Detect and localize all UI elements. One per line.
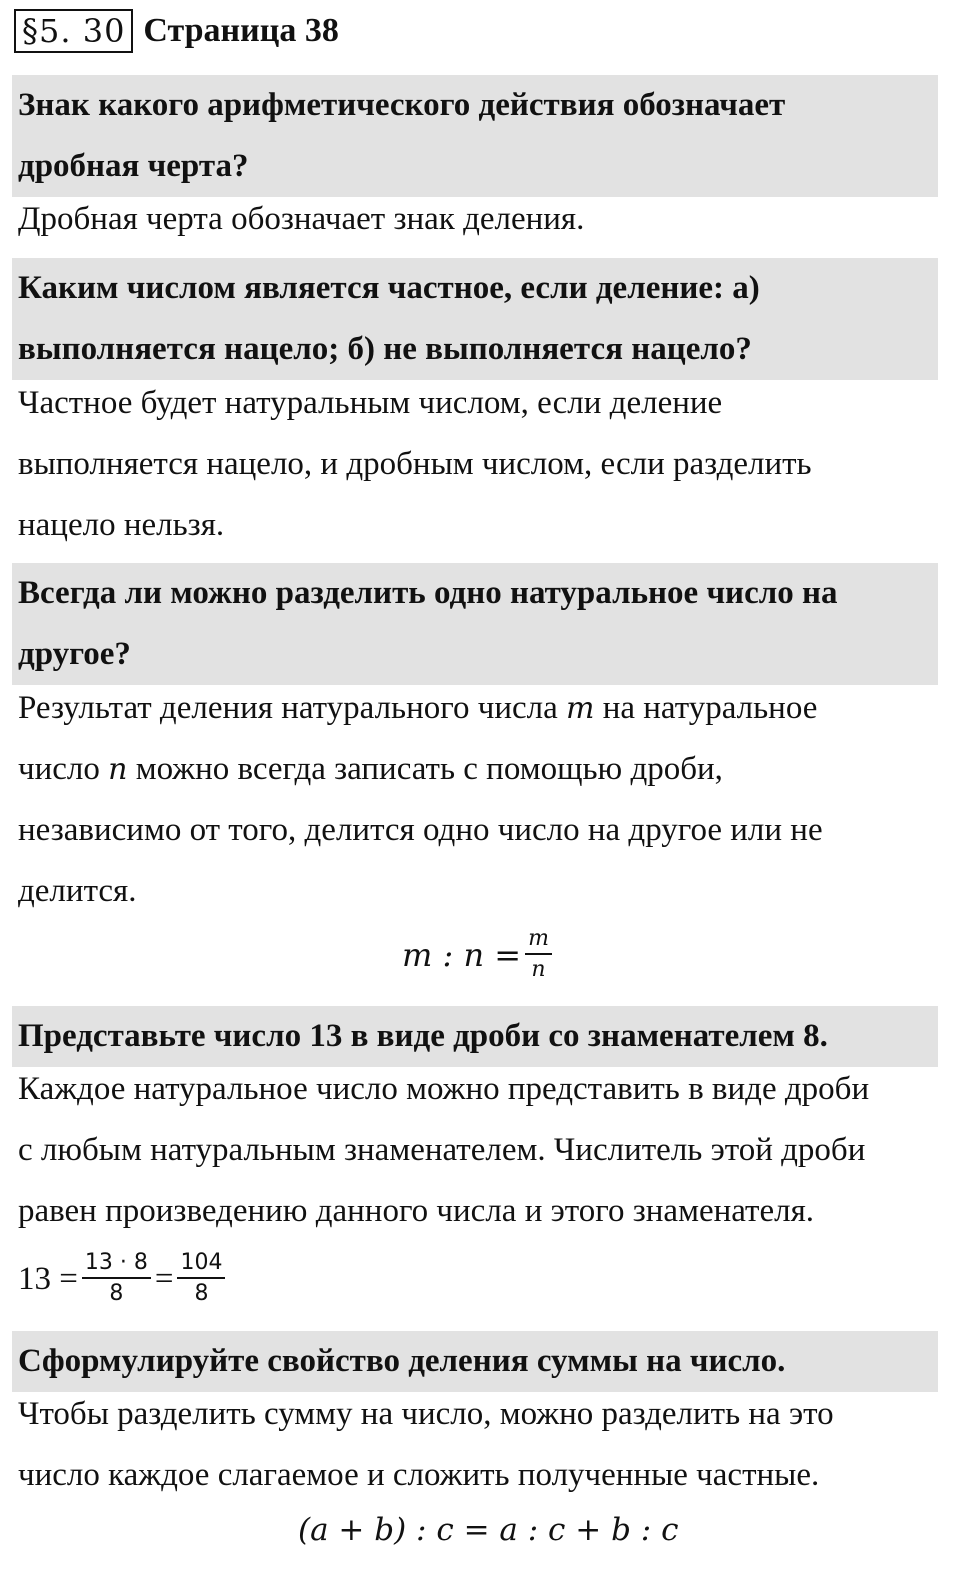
answer-3-line-3: независимо от того, делится одно число на другое или не	[18, 812, 823, 848]
question-1-line-1: Знак какого арифметического действия обозначает	[18, 87, 786, 123]
question-1-line-2: дробная черта?	[18, 148, 249, 184]
page-header	[14, 8, 339, 54]
fraction-13x8-over-8: $\frac{13 \cdot 8}{8}$	[82, 1249, 151, 1309]
answer-3-line-4: делится.	[18, 873, 137, 909]
answer-5-line-1: Чтобы разделить сумму на число, можно разделить на это	[18, 1396, 834, 1432]
question-3	[12, 563, 938, 685]
answer-3-line-2: число n можно всегда записать с помощью дроби,	[18, 751, 723, 787]
section-number: §5. 30	[14, 9, 133, 53]
question-4	[12, 1006, 938, 1067]
answer-4-line-2: с любым натуральным знаменателем. Числитель этой дроби	[18, 1132, 866, 1168]
question-1	[12, 75, 938, 197]
fraction-104-over-8: $\frac{104}{8}$	[177, 1249, 225, 1309]
answer-2	[18, 373, 940, 556]
formula-sum-division-property: (a + b) : c = a : c + b : c	[298, 1512, 679, 1548]
fraction-m-over-n: $\frac{m}{n}$	[525, 925, 552, 985]
answer-2-line-1: Частное будет натуральным числом, если деление	[18, 385, 723, 421]
question-5	[12, 1331, 938, 1392]
answer-2-line-3: нацело нельзя.	[18, 507, 225, 543]
variable-m: m	[566, 691, 595, 726]
page-title: Страница 38	[143, 12, 339, 49]
question-5-line-1: Сформулируйте свойство деления суммы на число.	[18, 1343, 786, 1379]
answer-1	[18, 189, 940, 250]
answer-4-line-3: равен произведению данного числа и этого знаменателя.	[18, 1193, 815, 1229]
answer-3	[18, 678, 940, 922]
answer-1-line-1: Дробная черта обозначает знак деления.	[18, 201, 585, 237]
question-4-line-1: Представьте число 13 в виде дроби со знаменателем 8.	[18, 1018, 828, 1054]
question-3-line-1: Всегда ли можно разделить одно натуральное число на	[18, 575, 838, 611]
answer-4-line-1: Каждое натуральное число можно представить в виде дроби	[18, 1071, 870, 1107]
variable-n: n	[108, 752, 128, 787]
formula-13-as-fraction: 13 = $\frac{13 \cdot 8}{8}$ = $\frac{104}{8}$	[18, 1249, 229, 1309]
question-2-line-1: Каким числом является частное, если деление: а)	[18, 270, 760, 306]
answer-4	[18, 1059, 940, 1242]
question-3-line-2: другое?	[18, 636, 131, 672]
answer-5	[18, 1384, 940, 1506]
formula-division-fraction: m : n = $\frac{m}{n}$	[402, 925, 556, 985]
answer-3-line-1: Результат деления натурального числа m на натуральное	[18, 690, 818, 726]
question-2-line-2: выполняется нацело; б) не выполняется нацело?	[18, 331, 752, 367]
answer-2-line-2: выполняется нацело, и дробным числом, если разделить	[18, 446, 812, 482]
question-2	[12, 258, 938, 380]
answer-5-line-2: число каждое слагаемое и сложить полученные частные.	[18, 1457, 820, 1493]
